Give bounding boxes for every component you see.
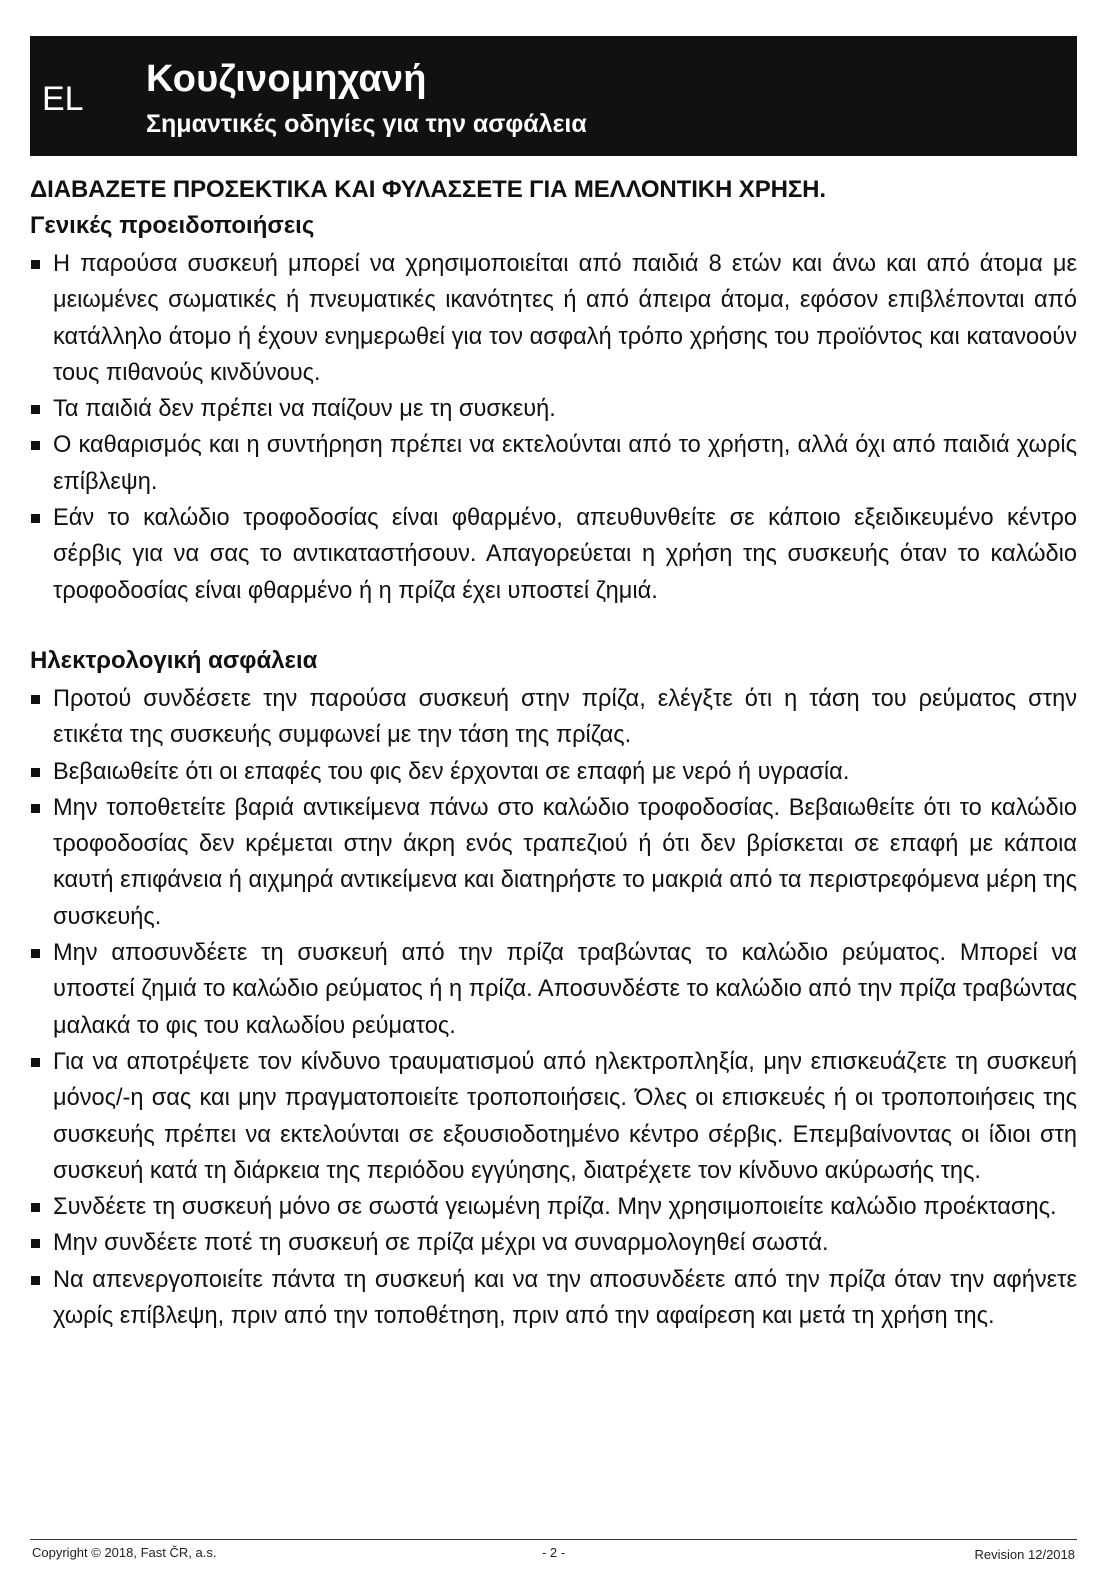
bullet-square-icon bbox=[31, 1058, 40, 1067]
list-item bbox=[30, 1189, 1077, 1225]
bullet-square-icon bbox=[31, 405, 40, 414]
list-item-text: Μην αποσυνδέετε τη συσκευή από την πρίζα τραβώντας το καλώδιο ρεύματος. Μπορεί να υποστεί ζημιά το καλώδιο ρεύματος ή η πρίζα. Αποσυνδέστε το καλώδιο από την πρίζα τραβώντας μαλακά το φις του καλωδίου ρεύματος. bbox=[53, 940, 1077, 1039]
bullet-square-icon bbox=[31, 441, 40, 450]
list-item-text: Μην τοποθετείτε βαριά αντικείμενα πάνω στο καλώδιο τροφοδοσίας. Βεβαιωθείτε ότι το καλώδιο τροφοδοσίας δεν κρέμεται στην άκρη ενός τραπεζιού ή ότι δεν βρίσκεται σε επαφή με κάποια καυτή επιφάνεια ή αιχμηρά αντικείμενα και διατηρήστε το μακριά από τα περιστρεφόμενα μέρη της συσκευής. bbox=[53, 794, 1077, 930]
list-item-text: Η παρούσα συσκευή μπορεί να χρησιμοποιείται από παιδιά 8 ετών και άνω και από άτομα με μειωμένες σωματικές ή πνευματικές ικανότητες ή από άπειρα άτομα, εφόσον επιβλέπονται από κατάλληλο άτομο ή έχουν ενημερωθεί για τον ασφαλή τρόπο χρήσης του προϊόντος και κατανοούν τους πιθανούς κινδύνους. bbox=[53, 251, 1077, 386]
bullet-square-icon bbox=[31, 260, 40, 269]
bullet-square-icon bbox=[31, 768, 40, 777]
list-item bbox=[30, 790, 1077, 935]
list-item bbox=[30, 427, 1077, 500]
list-item bbox=[30, 391, 1077, 427]
read-carefully-notice: ΔΙΑΒΑΖΕΤΕ ΠΡΟΣΕΚΤΙΚΑ ΚΑΙ ΦΥΛΑΣΣΕΤΕ ΓΙΑ ΜΕΛΛΟΝΤΙΚΗ ΧΡΗΣΗ. bbox=[30, 176, 826, 203]
copyright-text: Copyright © 2018, Fast ČR, a.s. bbox=[32, 1545, 217, 1560]
list-item-text: Ο καθαρισμός και η συντήρηση πρέπει να εκτελούνται από το χρήστη, αλλά όχι από παιδιά χωρίς επίβλεψη. bbox=[53, 432, 1077, 495]
list-item-text: Βεβαιωθείτε ότι οι επαφές του φις δεν έρχονται σε επαφή με νερό ή υγρασία. bbox=[53, 758, 850, 785]
bullet-square-icon bbox=[31, 1203, 40, 1212]
list-item-text: Μην συνδέετε ποτέ τη συσκευή σε πρίζα μέχρι να συναρμολογηθεί σωστά. bbox=[53, 1230, 829, 1257]
bullet-square-icon bbox=[31, 804, 40, 813]
footer-divider bbox=[30, 1539, 1077, 1540]
list-item bbox=[30, 1044, 1077, 1189]
bullet-square-icon bbox=[31, 514, 40, 523]
document-body bbox=[30, 176, 1077, 1334]
list-item bbox=[30, 1225, 1077, 1261]
bullet-square-icon bbox=[31, 695, 40, 704]
document-title: Κουζινομηχανή bbox=[146, 58, 427, 100]
page-footer bbox=[30, 1543, 1077, 1567]
list-item bbox=[30, 681, 1077, 754]
list-item-text: Για να αποτρέψετε τον κίνδυνο τραυματισμού από ηλεκτροπληξία, μην επισκευάζετε τη συσκευή μόνος/-η σας και μην πραγματοποιείτε τροποποιήσεις. Όλες οι επισκευές ή οι τροποποιήσεις της συσκευής πρέπει να εκτελούνται σε εξουσιοδοτημένο κέντρο σέρβις. Επεμβαίνοντας οι ίδιοι στη συσκευή κατά τη διάρκεια της περιόδου εγγύησης, διατρέχετε τον κίνδυνο ακύρωσής της. bbox=[53, 1048, 1077, 1184]
document-header bbox=[30, 36, 1077, 156]
bullet-square-icon bbox=[31, 949, 40, 958]
list-item bbox=[30, 1262, 1077, 1335]
document-subtitle: Σημαντικές οδηγίες για την ασφάλεια bbox=[146, 110, 587, 138]
section-title-general-warnings: Γενικές προειδοποιήσεις bbox=[30, 212, 315, 239]
electrical-safety-list bbox=[30, 681, 1077, 1334]
section-title-electrical-safety: Ηλεκτρολογική ασφάλεια bbox=[30, 646, 318, 674]
list-item bbox=[30, 754, 1077, 790]
list-item-text: Συνδέετε τη συσκευή μόνο σε σωστά γειωμένη πρίζα. Μην χρησιμοποιείτε καλώδιο προέκτασης. bbox=[53, 1194, 1057, 1221]
bullet-square-icon bbox=[31, 1239, 40, 1248]
list-item-text: Τα παιδιά δεν πρέπει να παίζουν με τη συσκευή. bbox=[53, 396, 556, 423]
list-item-text: Να απενεργοποιείτε πάντα τη συσκευή και να την αποσυνδέετε από την πρίζα όταν την αφήνετε χωρίς επίβλεψη, πριν από την τοποθέτηση, πριν από την αφαίρεση και μετά τη χρήση της. bbox=[53, 1266, 1077, 1330]
revision-text: Revision 12/2018 bbox=[974, 1547, 1075, 1562]
list-item-text: Εάν το καλώδιο τροφοδοσίας είναι φθαρμένο, απευθυνθείτε σε κάποιο εξειδικευμένο κέντρο σέρβις για να σας το αντικαταστήσουν. Απαγορεύεται η χρήση της συσκευής όταν το καλώδιο τροφοδοσίας είναι φθαρμένο ή η πρίζα έχει υποστεί ζημιά. bbox=[53, 505, 1077, 604]
page-number: - 2 - bbox=[541, 1545, 566, 1560]
general-warnings-list bbox=[30, 246, 1077, 609]
bullet-square-icon bbox=[31, 1276, 40, 1285]
language-code: EL bbox=[42, 80, 84, 118]
list-item bbox=[30, 500, 1077, 609]
list-item-text: Προτού συνδέσετε την παρούσα συσκευή στην πρίζα, ελέγξτε ότι η τάση του ρεύματος στην ετικέτα της συσκευής συμφωνεί με την τάση της πρίζας. bbox=[53, 685, 1077, 749]
list-item bbox=[30, 935, 1077, 1044]
list-item bbox=[30, 246, 1077, 391]
